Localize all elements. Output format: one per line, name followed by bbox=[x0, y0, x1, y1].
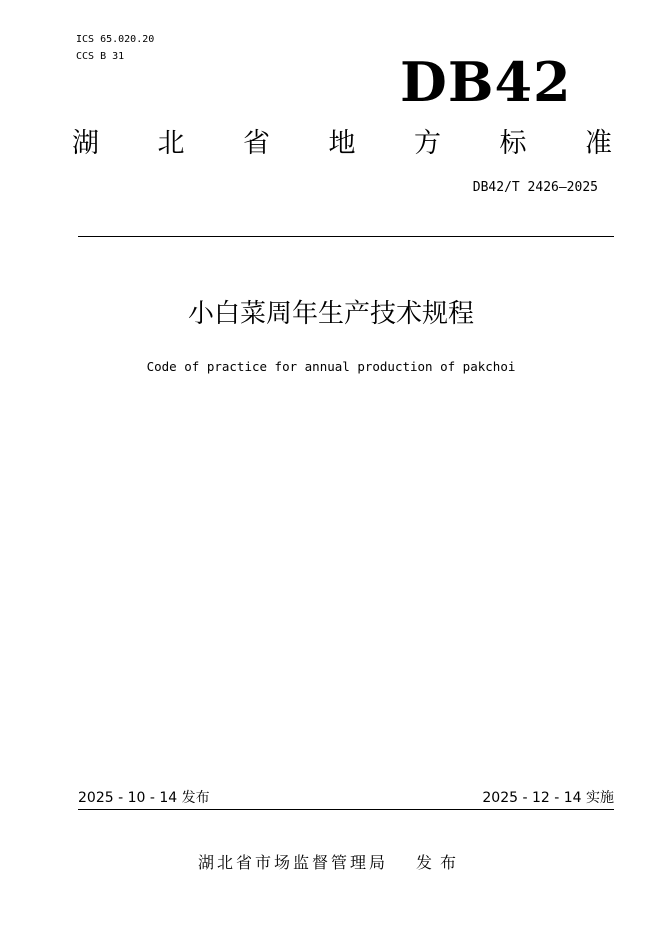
header-divider bbox=[78, 236, 614, 237]
ccs-code: CCS B 31 bbox=[76, 51, 125, 62]
footer-divider bbox=[78, 809, 614, 810]
standard-type-heading bbox=[72, 126, 612, 162]
standard-type-char: 标 bbox=[499, 128, 527, 159]
standard-type-char: 北 bbox=[157, 128, 185, 159]
publisher-line bbox=[0, 852, 662, 874]
publisher-name: 湖北省市场监督管理局 bbox=[197, 853, 388, 872]
standard-type-char: 方 bbox=[414, 128, 441, 159]
standard-number: DB42/T 2426—2025 bbox=[472, 180, 598, 195]
standard-type-char: 地 bbox=[328, 128, 356, 159]
standard-type-char: 准 bbox=[585, 128, 612, 159]
standard-type-char: 省 bbox=[243, 128, 270, 159]
implementation-date: 2025 - 12 - 14 实施 bbox=[482, 790, 614, 806]
ics-code: ICS 65.020.20 bbox=[76, 34, 155, 45]
document-title-english: Code of practice for annual production of pakchoi bbox=[146, 359, 516, 374]
db-code-logo: DB42 bbox=[400, 50, 572, 114]
document-title-chinese: 小白菜周年生产技术规程 bbox=[187, 299, 474, 329]
publish-label: 发布 bbox=[416, 853, 465, 872]
standard-type-char: 湖 bbox=[72, 128, 99, 159]
issue-date: 2025 - 10 - 14 发布 bbox=[78, 790, 210, 806]
